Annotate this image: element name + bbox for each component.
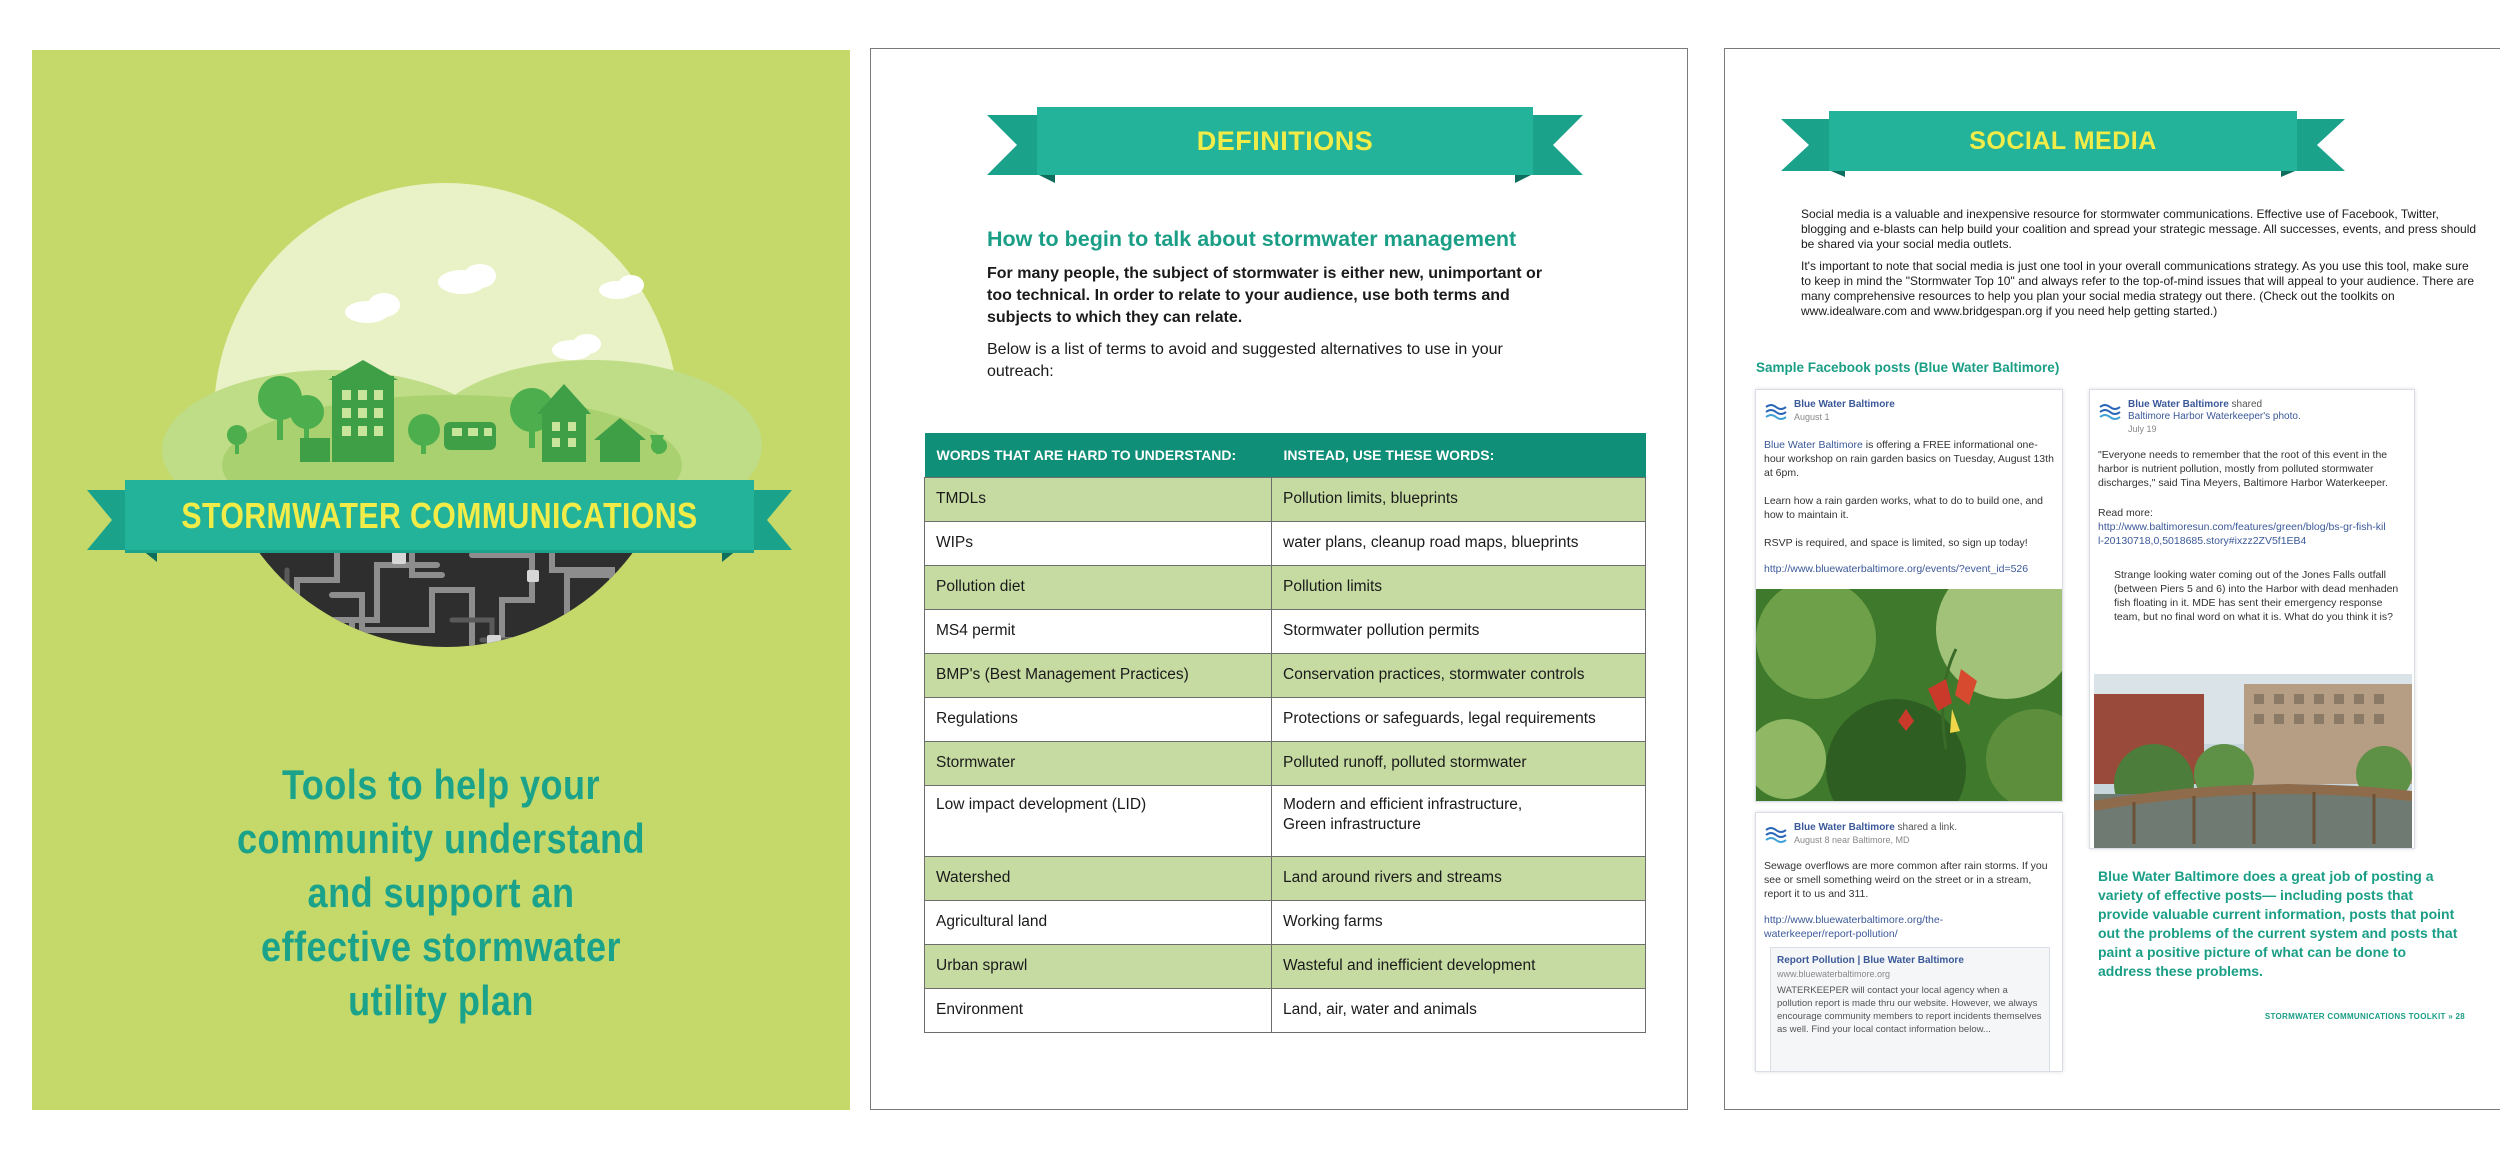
table-cell-term: Agricultural land [925,900,1272,944]
post-header [2098,398,2398,434]
table-row [925,785,1646,856]
table-cell-term: Pollution diet [925,565,1272,609]
cover-page [32,50,850,1110]
post-date: August 1 [1794,412,1830,422]
post-quote: Strange looking water coming out of the Jones Falls outfall (between Piers 5 and 6) into the Harbor with dead menhaden fish floating in it. MDE has sent their emergency response team, but no final word on what it is. What do you think it is? [2114,569,2399,623]
tagline-line: community understand [237,815,645,862]
table-header-cell: INSTEAD, USE THESE WORDS: [1272,433,1646,477]
tagline-line: effective stormwater [261,923,621,970]
table-row [925,856,1646,900]
table-cell-alternative: Protections or safeguards, legal requirements [1272,697,1646,741]
link-preview-text: WATERKEEPER will contact your local agency when a pollution report is made thru our website. However, we always encourage community members to report incidents themselves as well. Find your local contact information below... [1777,985,2042,1035]
table-cell-alternative: Conservation practices, stormwater controls [1272,653,1646,697]
post-link[interactable]: http://www.baltimoresun.com/features/green/blog/bs-gr-fish-kill-20130718,0,5018685.story#ixzz2ZV5f1EB4 [2098,521,2386,547]
table-row [925,565,1646,609]
post-text: Read more: [2098,507,2153,519]
callout-text: Blue Water Baltimore does a great job of posting a variety of effective posts— including posts that provide valuable current information, posts that point out the problems of the current system and posts that paint a positive picture of what can be done to address these problems. [2098,868,2458,979]
sample-posts-label: Sample Facebook posts (Blue Water Baltimore) [1756,360,2060,375]
post-author[interactable]: Blue Water Baltimore [1794,399,1895,410]
social-media-paragraph: Social media is a valuable and inexpensive resource for stormwater communications. Effective use of Facebook, Twitter, blogging and e-blasts can help build your coalition and spread your strategic message. All successes, events, and press should be shared via your social media outlets. [1801,207,2477,251]
post-author-name[interactable]: Blue Water Baltimore [1794,822,1895,833]
tagline-line: utility plan [348,977,534,1024]
table-row [925,609,1646,653]
table-cell-term: Environment [925,988,1272,1032]
cover-banner-title: STORMWATER COMMUNICATIONS [181,495,698,536]
facebook-post [2089,389,2415,849]
post-text: Sewage overflows are more common after rain storms. If you see or smell something weird on the street or in a stream, report it to us and 311. [1764,860,2048,900]
post-author-name[interactable]: Blue Water Baltimore [2128,399,2229,410]
definitions-intro-2: Below is a list of terms to avoid and suggested alternatives to use in your outreach: [987,341,1503,380]
definitions-table [924,433,1646,1033]
post-text: RSVP is required, and space is limited, so sign up today! [1764,537,2028,549]
post-header [1764,821,2063,853]
table-cell-alternative: Land around rivers and streams [1272,856,1646,900]
cover-illustration [32,50,850,730]
table-cell-term: Watershed [925,856,1272,900]
post-shared-source[interactable]: Baltimore Harbor Waterkeeper's photo. [2128,411,2301,422]
facebook-post [1755,812,2063,1072]
facebook-post [1755,389,2063,802]
table-row [925,477,1646,521]
definitions-banner-title: DEFINITIONS [1196,126,1374,156]
bwb-logo-icon [1764,400,1788,422]
table-header-row [925,433,1646,477]
definitions-intro: For many people, the subject of stormwater is either new, unimportant or too technical. In order to relate to your audience, use both terms and subjects to which they can relate. [987,265,1543,326]
harbor-photo [2094,674,2412,848]
link-preview-url: www.bluewaterbaltimore.org [1777,969,1891,979]
table-cell-term: MS4 permit [925,609,1272,653]
social-media-paragraph: It's important to note that social media is just one tool in your overall communications strategy. As you use this tool, make sure to keep in mind the "Stormwater Top 10" and always refer to the top-of-mind issues that will appeal to your audience. There are many comprehensive resources to help you plan your social media strategy out there. (Check out the toolkits on www.idealware.com and www.bridgespan.org if you need help getting started.) [1801,259,2475,318]
table-row [925,653,1646,697]
post-date: August 8 near Baltimore, MD [1794,835,1910,845]
post-text [1764,438,2054,480]
table-cell-term: Stormwater [925,741,1272,785]
table-row [925,900,1646,944]
post-header [1764,398,2064,430]
table-header-cell: WORDS THAT ARE HARD TO UNDERSTAND: [925,433,1272,477]
post-text-link[interactable]: Blue Water Baltimore [1764,439,1863,451]
table-cell-term: Regulations [925,697,1272,741]
cover-tagline [141,758,741,1028]
table-cell-alternative: Pollution limits, blueprints [1272,477,1646,521]
post-shared-text: shared a link. [1894,822,1958,833]
bwb-logo-icon [2098,400,2122,422]
post-link[interactable]: http://www.bluewaterbaltimore.org/the-waterkeeper/report-pollution/ [1764,914,1944,940]
table-row [925,741,1646,785]
table-cell-term: TMDLs [925,477,1272,521]
table-cell-alternative: Pollution limits [1272,565,1646,609]
table-cell-alternative: Stormwater pollution permits [1272,609,1646,653]
table-cell-alternative: water plans, cleanup road maps, blueprints [1272,521,1646,565]
definitions-page [870,48,1688,1110]
table-row [925,944,1646,988]
table-cell-alternative: Wasteful and inefficient development [1272,944,1646,988]
link-preview-box[interactable] [1770,947,2050,1072]
post-shared-text: shared [2228,399,2263,410]
flower-photo [1756,589,2062,801]
page-footer: STORMWATER COMMUNICATIONS TOOLKIT » 28 [2264,1012,2465,1021]
social-media-page [1724,48,2500,1110]
table-row [925,697,1646,741]
definitions-heading: How to begin to talk about stormwater management [987,227,1517,251]
tagline-line: Tools to help your [281,761,601,808]
post-date: July 19 [2128,424,2157,434]
table-cell-alternative: Land, air, water and animals [1272,988,1646,1032]
social-media-banner-title: SOCIAL MEDIA [1969,127,2157,155]
table-cell-alternative: Working farms [1272,900,1646,944]
table-cell-alternative: Polluted runoff, polluted stormwater [1272,741,1646,785]
table-row [925,988,1646,1032]
post-text: "Everyone needs to remember that the root of this event in the harbor is nutrient pollution, mostly from polluted stormwater discharges," said Tina Meyers, Baltimore Harbor Waterkeeper. [2098,449,2388,489]
post-text-body: is offering a FREE informational one-hour workshop on rain garden basics on Tuesday, August 13th at 6pm. [1764,439,2054,479]
post-link[interactable]: http://www.bluewaterbaltimore.org/events/?event_id=526 [1764,563,2029,575]
table-cell-term: WIPs [925,521,1272,565]
bwb-logo-icon [1764,823,1788,845]
table-cell-alternative: Modern and efficient infrastructure, Green infrastructure [1272,785,1646,856]
table-cell-term: Urban sprawl [925,944,1272,988]
post-text: Learn how a rain garden works, what to do to build one, and how to maintain it. [1764,495,2044,521]
link-preview-title: Report Pollution | Blue Water Baltimore [1777,955,1964,966]
table-cell-term: BMP's (Best Management Practices) [925,653,1272,697]
table-cell-term: Low impact development (LID) [925,785,1272,856]
table-row [925,521,1646,565]
tagline-line: and support an [307,869,575,916]
